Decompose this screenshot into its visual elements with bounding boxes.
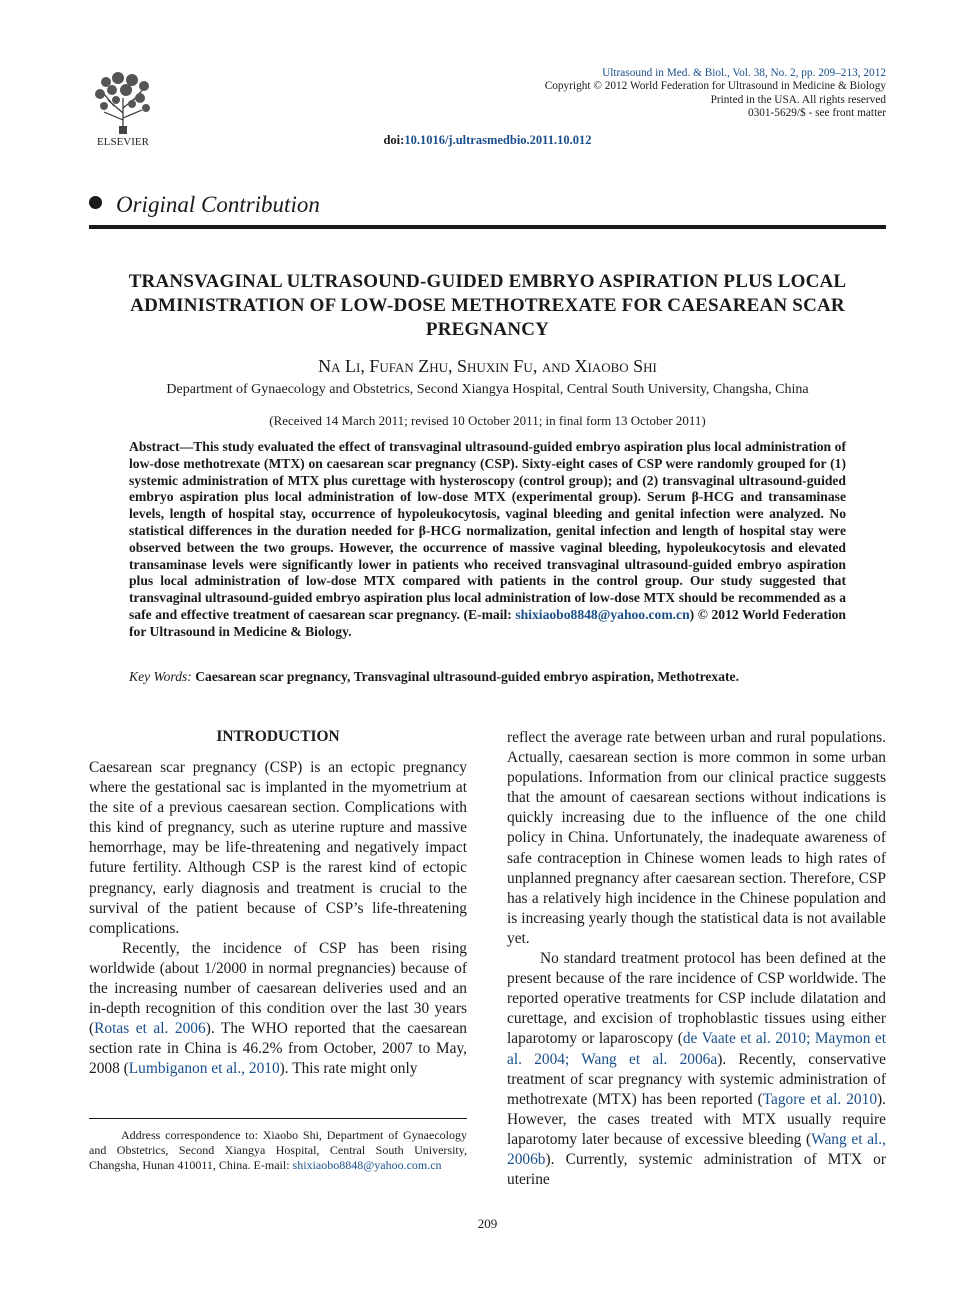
correspondence-footnote bbox=[89, 1128, 467, 1173]
footnote-rule bbox=[89, 1118, 467, 1119]
page-number: 209 bbox=[477, 1216, 498, 1231]
text-run: Recently, the incidence of CSP has been rising worldwide (about 1/2000 in normal pregnancies) because of the increasing number of caesarean deliveries used and an in-depth recognition of this condition over the last 30 years ( bbox=[89, 939, 467, 1038]
section-heading-text: Original Contribution bbox=[116, 192, 320, 217]
left-column bbox=[89, 758, 467, 1080]
abstract-text: —This study evaluated the effect of transvaginal ultrasound-guided embryo aspiration plus local administration of low-dose methotrexate (MTX) on caesarean scar pregnancy (CSP). Sixty-eight cases of CSP were randomly grouped for (1) systemic administration of MTX plus curettage with hysteroscopy (control group); and (2) transvaginal ultrasound-guided embryo aspiration plus local administration of low-dose MTX (experimental group). Serum β-HCG and transaminase levels, length of hospital stay, occurrence of hypoleukocytosis, vaginal bleeding and genital infection were analyzed. No statistical differences in the duration needed for β-HCG normalization, genital infection and length of hospital stay were observed between the two groups. However, the occurrence of massive vaginal bleeding, hypoleukocytosis and elevated transaminase levels were significantly lower in patients who received transvaginal ultrasound-guided embryo aspiration plus local administration of low-dose MTX compared with patients in the control group. Our study suggested that transvaginal ultrasound-guided embryo aspiration plus local administration of low-dose MTX should be recommended as a safe and effective treatment of caesarean scar pregnancy. (E-mail: bbox=[129, 439, 846, 622]
doi-prefix: doi: bbox=[383, 133, 405, 147]
printed-line: Printed in the USA. All rights reserved bbox=[710, 93, 886, 106]
text-run: ). The WHO reported that the caesarean section rate in China is 46.2% from October, 2007 to May, 2008 ( bbox=[89, 1020, 468, 1078]
affiliation: Department of Gynaecology and Obstetrics, Second Xiangya Hospital, Central South University, Changsha, China bbox=[166, 382, 809, 397]
bullet-icon bbox=[89, 196, 102, 209]
authors bbox=[0, 356, 975, 377]
publisher-name: ELSEVIER bbox=[97, 136, 149, 148]
section-heading bbox=[89, 192, 320, 218]
copyright-line: Copyright © 2012 World Federation for Ultrasound in Medicine & Biology bbox=[544, 80, 886, 93]
keywords-text: Caesarean scar pregnancy, Transvaginal ultrasound-guided embryo aspiration, Methotrexate. bbox=[195, 669, 739, 684]
ref-devaate-maymon-wang[interactable]: de Vaate et al. 2010; Maymon et al. 2004; Wang et al. 2006a bbox=[507, 1030, 886, 1068]
ref-wang-2006b[interactable]: Wang et al., 2006b bbox=[507, 1130, 886, 1168]
text-run: ). However, the cases treated with MTX usually require laparotomy later because of excessive bleeding ( bbox=[507, 1090, 886, 1148]
issn-line: 0301-5629/$ - see front matter bbox=[747, 107, 886, 120]
footnote-text: Address correspondence to: Xiaobo Shi, Department of Gynaecology and Obstetrics, Second Xiangya Hospital, Central South University, Changsha, Hunan 410011, China. E-mail: bbox=[89, 1128, 467, 1172]
introduction-heading: INTRODUCTION bbox=[216, 728, 340, 745]
footnote-email-link[interactable]: shixiaobo8848@yahoo.com.cn bbox=[292, 1158, 442, 1172]
abstract bbox=[129, 439, 846, 641]
keywords bbox=[129, 669, 846, 685]
ref-lumbiganon-2010[interactable]: Lumbiganon et al., 2010 bbox=[128, 1060, 280, 1078]
journal-meta bbox=[466, 67, 886, 121]
doi-line bbox=[0, 133, 975, 148]
abstract-email-link[interactable]: shixiaobo8848@yahoo.com.cn bbox=[515, 606, 690, 622]
text-run: No standard treatment protocol has been defined at the present because of the rare incidence of CSP worldwide. The reported operative treatments for CSP include dilatation and curettage, and excision of trophoblastic tissues using either laparotomy or laparoscopy ( bbox=[507, 950, 886, 1048]
intro-paragraph-3: reflect the average rate between urban and rural populations. Actually, caesarean section is more common in some urban populations. Information from our clinical practice suggests that the amount of caesarean sections without indications is quickly increasing due to the influence of the one child policy in China. Unfortunately, the inadequate awareness of safe contraception in Chinese women leads to high rates of unplanned pregnancy after caesarean section. Therefore, CSP has a relatively high incidence in the Chinese population and is increasing yearly though the statistical data is not available yet. bbox=[507, 729, 886, 947]
ref-tagore-2010[interactable]: Tagore et al. 2010 bbox=[762, 1090, 878, 1108]
intro-paragraph-2 bbox=[89, 939, 467, 1080]
doi-link[interactable]: 10.1016/j.ultrasmedbio.2011.10.012 bbox=[404, 133, 592, 147]
text-run: ). Recently, conservative treatment of scar pregnancy with systemic administration of methotrexate (MTX) has been reported ( bbox=[507, 1050, 886, 1108]
right-column bbox=[507, 728, 886, 1190]
abstract-label: Abstract bbox=[129, 439, 180, 454]
intro-paragraph-4 bbox=[507, 949, 886, 1190]
abstract-closing: ) © 2012 World Federation for Ultrasound in Medicine & Biology. bbox=[129, 606, 846, 639]
received-dates: (Received 14 March 2011; revised 10 October 2011; in final form 13 October 2011) bbox=[269, 413, 706, 428]
author-list: Na Li, Fufan Zhu, Shuxin Fu, and Xiaobo Shi bbox=[318, 356, 657, 376]
keywords-label: Key Words: bbox=[129, 669, 192, 684]
text-run: ). Currently, systemic administration of MTX or uterine bbox=[507, 1150, 886, 1189]
ref-rotas-2006[interactable]: Rotas et al. 2006 bbox=[94, 1020, 206, 1038]
journal-citation-link[interactable]: Ultrasound in Med. & Biol., Vol. 38, No. 2, pp. 209–213, 2012 bbox=[602, 67, 886, 79]
heading-rule bbox=[89, 225, 886, 229]
intro-paragraph-1: Caesarean scar pregnancy (CSP) is an ectopic pregnancy where the gestational sac is implanted in the myometrium at the site of a previous caesarean section. Complications with this kind of pregnancy, such as uterine rupture and massive hemorrhage, may be life-threatening and negatively impact future fertility. Although CSP is the rarest kind of ectopic pregnancy, early diagnosis and treatment is crucial to the survival of the patient because of CSP’s life-threatening complications. bbox=[89, 759, 467, 937]
text-run: ). This rate might only bbox=[279, 1060, 418, 1078]
article-title: TRANSVAGINAL ULTRASOUND-GUIDED EMBRYO ASPIRATION PLUS LOCAL ADMINISTRATION OF LOW-DOSE METHOTREXATE FOR CAESAREAN SCAR PREGNANCY bbox=[128, 271, 847, 340]
